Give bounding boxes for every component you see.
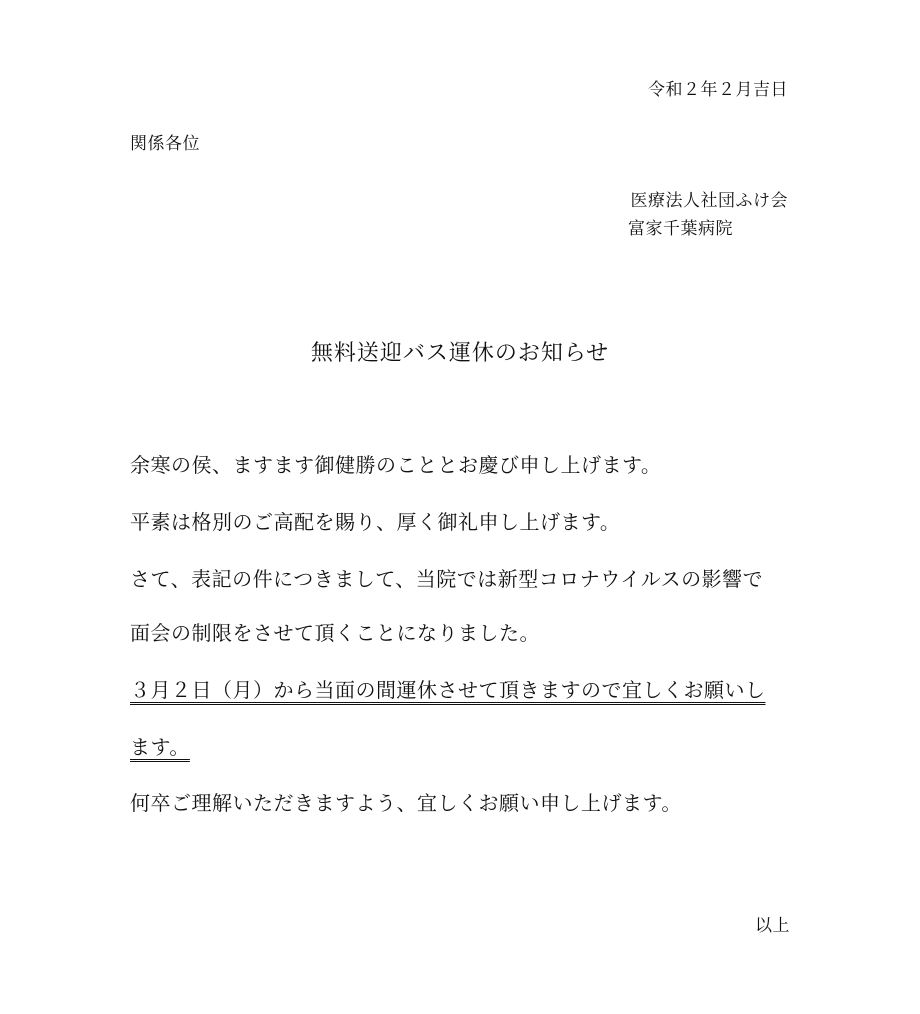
request-line: 何卒ご理解いただきますよう、宜しくお願い申し上げます。 [130,791,682,815]
addressee: 関係各位 [130,134,200,154]
suspension-notice-line: ３月２日（月）から当面の間運休させて頂きますので宜しくお願いし [130,678,766,702]
issue-date: 令和２年２月吉日 [648,80,788,100]
thanks-line: 平素は格別のご高配を賜り、厚く御礼申し上げます。 [130,510,621,534]
sender-hospital: 富家千葉病院 [628,219,733,239]
greeting-line: 余寒の侯、ますます御健勝のこととお慶び申し上げます。 [130,453,662,477]
sender-organization: 医療法人社団ふけ会 [630,191,788,211]
notice-title: 無料送迎バス運休のお知らせ [310,341,610,366]
closing-mark: 以上 [755,916,790,936]
reason-line: さて、表記の件につきまして、当院では新型コロナウイルスの影響で [130,567,764,591]
restriction-line: 面会の制限をさせて頂くことになりました。 [130,621,540,645]
suspension-notice-line-end: ます。 [130,735,190,759]
